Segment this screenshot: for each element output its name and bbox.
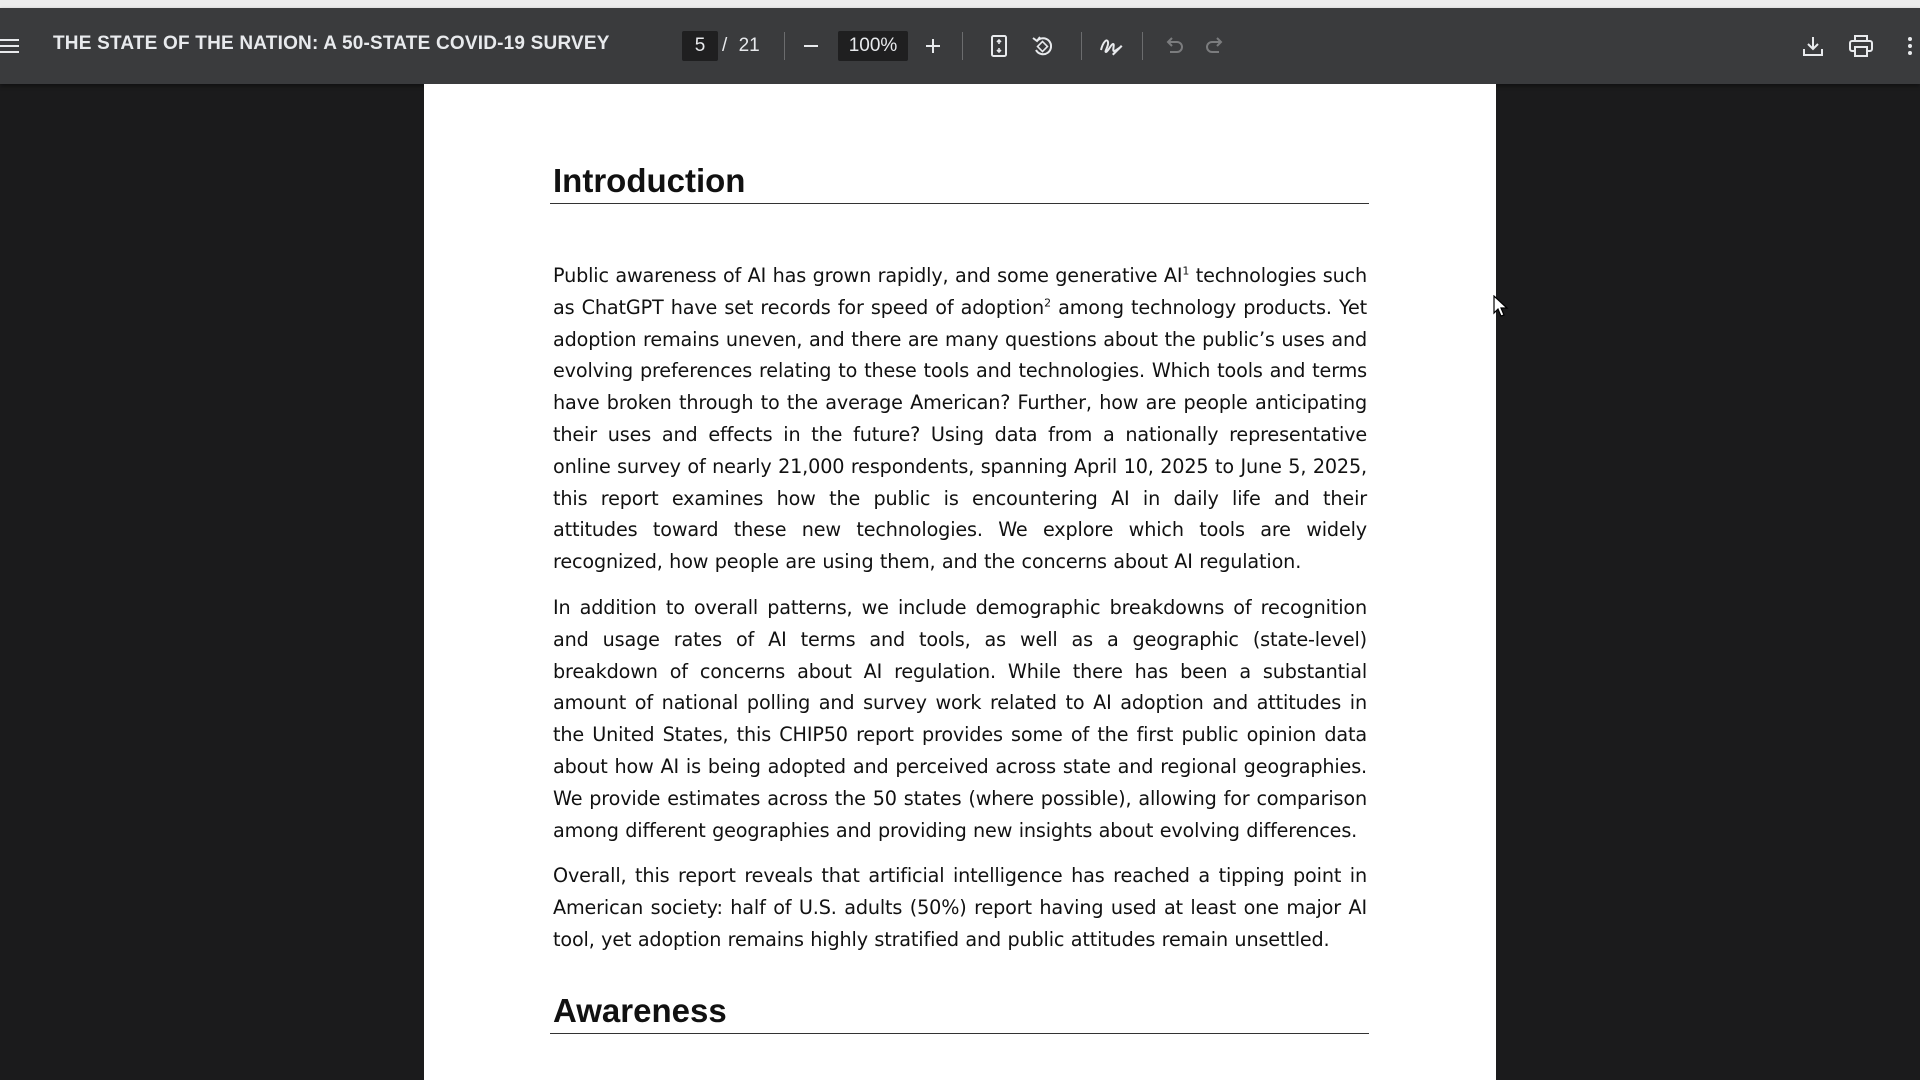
- section-heading-introduction: Introduction: [550, 162, 1369, 204]
- footnote-ref-1[interactable]: 1: [1182, 264, 1190, 278]
- toolbar-divider: [1142, 32, 1143, 60]
- toolbar-divider: [784, 32, 785, 60]
- window-top-strip: [0, 0, 1920, 8]
- zoom-in-icon[interactable]: [913, 26, 953, 66]
- page-number-input[interactable]: 5: [682, 31, 718, 61]
- print-icon[interactable]: [1841, 26, 1881, 66]
- draw-icon[interactable]: [1091, 26, 1131, 66]
- mouse-cursor-icon: [1493, 295, 1509, 323]
- download-icon[interactable]: [1793, 26, 1833, 66]
- page-separator: /: [722, 35, 728, 56]
- fit-page-icon[interactable]: [979, 26, 1019, 66]
- intro-paragraph-2: In addition to overall patterns, we include demographic breakdowns of recognition and usage rates of AI terms and tools, as well as a geographic (state-level) breakdown of concerns about AI regulation. While there has been a substantial amount of national polling and survey work related to AI adoption and attitudes in the United States, this CHIP50 report provides some of the first public opinion data about how AI is being adopted and perceived across state and regional geographies. We provide estimates across the 50 states (where possible), allowing for comparison among different geographies and providing new insights about evolving differences.: [553, 596, 1367, 842]
- intro-paragraph-1: [553, 260, 1367, 578]
- undo-icon[interactable]: [1153, 26, 1193, 66]
- toolbar-divider: [1081, 32, 1082, 60]
- zoom-out-icon[interactable]: [791, 26, 831, 66]
- p1-text-b: technologies such as ChatGPT have set records for speed of adoption: [553, 264, 1367, 319]
- section-heading-awareness: Awareness: [550, 992, 1369, 1034]
- page-count: 21: [738, 35, 760, 56]
- p1-text-a: Public awareness of AI has grown rapidly, and some generative AI: [553, 264, 1183, 287]
- rotate-icon[interactable]: [1023, 26, 1063, 66]
- zoom-level-input[interactable]: 100%: [838, 31, 908, 61]
- page-total: [722, 35, 760, 57]
- document-title: THE STATE OF THE NATION: A 50-STATE COVID-19 SURVEY: [53, 33, 610, 54]
- toolbar-divider: [962, 32, 963, 60]
- pdf-toolbar: [0, 8, 1920, 84]
- intro-paragraph-3: Overall, this report reveals that artificial intelligence has reached a tipping point in American society: half of U.S. adults (50%) report having used at least one major AI tool, yet adoption remains highly stratified and public attitudes remain unsettled.: [553, 864, 1367, 951]
- menu-icon[interactable]: [0, 26, 30, 66]
- redo-icon[interactable]: [1196, 26, 1236, 66]
- pdf-page: [424, 84, 1496, 1080]
- more-vert-icon[interactable]: [1890, 26, 1920, 66]
- p1-text-c: among technology products. Yet adoption remains uneven, and there are many questions about the public’s uses and evolving preferences relating to these tools and technologies. Which tools and terms have broken through to the average American? Further, how are people anticipating their uses and effects in the future? Using data from a nationally representative online survey of nearly 21,000 respondents, spanning April 10, 2025 to June 5, 2025, this report examines how the public is encountering AI in daily life and their attitudes toward these new technologies. We explore which tools are widely recognized, how people are using them, and the concerns about AI regulation.: [553, 295, 1367, 574]
- footnote-ref-2[interactable]: 2: [1044, 296, 1051, 310]
